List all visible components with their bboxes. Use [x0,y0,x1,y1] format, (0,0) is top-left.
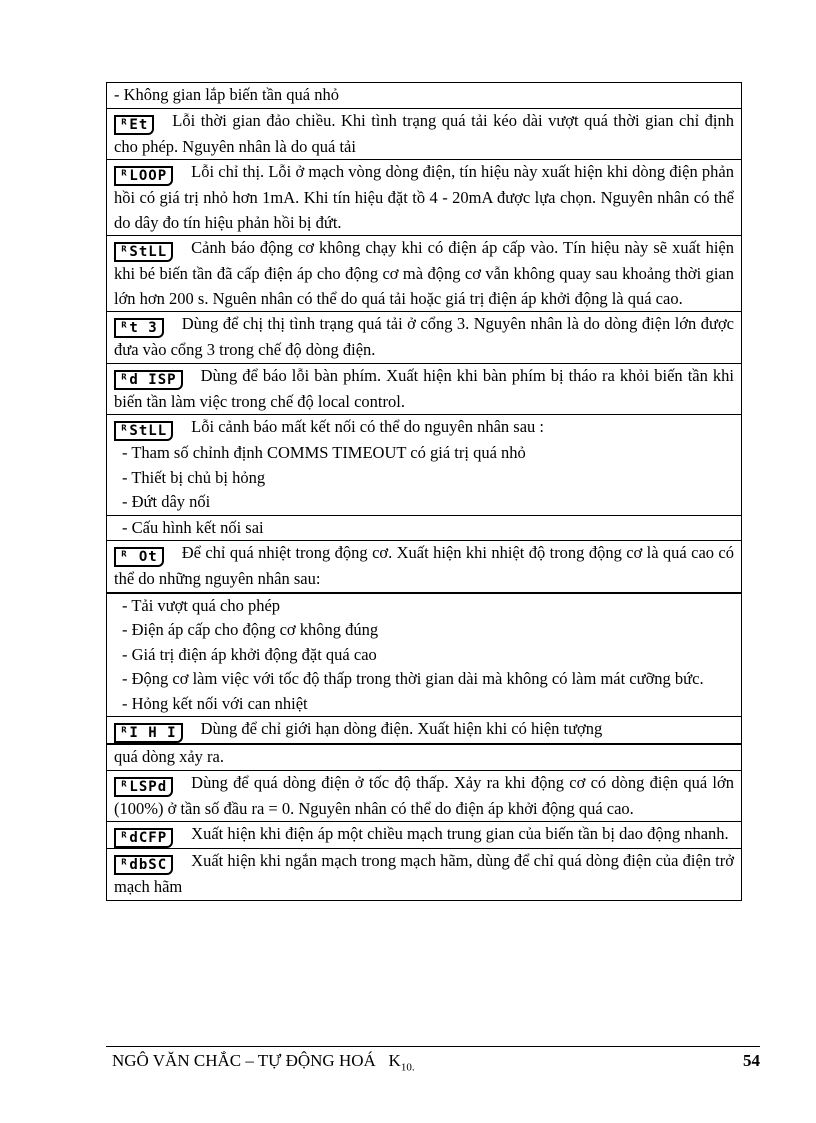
table-row [107,363,741,415]
bullet-item: - Tham số chỉnh định COMMS TIMEOUT có giá trị quá nhỏ [122,443,526,462]
table-row [107,159,741,235]
error-code-display: ᴿStLL [114,421,173,441]
row-text: Cảnh báo động cơ không chạy khi có điện áp cấp vào. Tín hiệu này sẽ xuất hiện khi bé biến tần đã cấp điện áp cho động cơ mà động cơ vẫn không quay sau khoảng thời gian lớn hơn 200 s. Nguên nhân có thể do quá tải hoặc giá trị điện áp khởi động là quá cao. [114,238,734,308]
error-code-display: ᴿEt [114,115,154,135]
row-text: - Cấu hình kết nối sai [122,517,264,537]
row-text: - Không gian lắp biến tần quá nhỏ [114,85,339,104]
footer-class-sub: 10. [400,1061,415,1074]
error-code-display: ᴿLOOP [114,166,173,186]
row-text: Lỗi chỉ thị. Lỗi ở mạch vòng dòng điện, tín hiệu này xuất hiện khi dòng điện phản hồi có giá trị nhỏ hơn 1mA. Khi tín hiệu đặt tồ 4 - 20mA được lựa chọn. Nguyên nhân có thể do dây đo tín hiệu phản hồi bị đứt. [114,162,734,232]
table-row [107,235,741,311]
error-code-display: ᴿt 3 [114,318,164,338]
table-row [107,515,741,541]
bullet-item: - Hỏng kết nối với can nhiệt [122,693,308,713]
page-footer [106,1046,760,1074]
row-text: Dùng để báo lỗi bàn phím. Xuất hiện khi bàn phím bị tháo ra khỏi biến tần khi biến tần làm việc trong chế độ local control. [114,365,734,411]
row-text: Dùng để quá dòng điện ở tốc độ thấp. Xảy ra khi động cơ có dòng điện quá lớn (100%) ở tần số đầu ra = 0. Nguyên nhân có thể do điện áp khởi động quá cao. [114,772,734,818]
footer-author-name: NGÔ VĂN CHẮC – TỰ ĐỘNG HOÁ [112,1051,376,1070]
footer-author [112,1051,415,1073]
bullet-item: - Tải vượt quá cho phép [122,595,281,615]
row-text: Để chỉ quá nhiệt trong động cơ. Xuất hiện khi nhiệt độ trong động cơ là quá cao có thể do những nguyên nhân sau: [114,543,734,588]
row-text: Xuất hiện khi ngắn mạch trong mạch hãm, dùng để chỉ quá dòng điện của điện trở mạch hãm [114,851,734,896]
table-row [107,821,741,848]
row-text: quá dòng xảy ra. [114,747,224,766]
row-text: Lỗi thời gian đảo chiều. Khi tình trạng quá tải kéo dài vượt quá thời gian chỉ định cho phép. Nguyên nhân là do quá tải [114,110,734,156]
table-row [107,311,741,363]
bullet-item: - Động cơ làm việc với tốc độ thấp trong thời gian dài mà không có làm mát cưỡng bức. [122,669,704,688]
table-row [107,414,741,515]
table-row [107,716,741,743]
row-text: Lỗi cảnh báo mất kết nối có thể do nguyên nhân sau : [191,417,544,436]
error-code-display: ᴿdbSC [114,855,173,875]
table-row [107,848,741,900]
error-code-display: ᴿ Ot [114,547,164,567]
table-row [107,83,741,108]
error-code-display: ᴿI H I [114,723,183,743]
table-row [107,540,741,592]
error-code-display: ᴿLSPd [114,777,173,797]
row-text: Dùng để chị thị tình trạng quá tải ở cổng 3. Nguyên nhân là do dòng điện lớn được đưa vào cổng 3 trong chế độ dòng điện. [114,314,734,359]
page-number: 54 [743,1051,760,1070]
table-row [107,108,741,160]
bullet-item: - Đứt dây nối [122,492,211,511]
table-row [107,770,741,822]
error-code-display: ᴿdCFP [114,828,173,848]
bullet-item: - Giá trị điện áp khởi động đặt quá cao [122,644,377,664]
bullet-item: - Điện áp cấp cho động cơ không đúng [122,620,379,639]
table-row [107,592,741,717]
error-code-display: ᴿStLL [114,242,173,262]
bullet-item: - Thiết bị chủ bị hỏng [122,467,266,487]
row-text: Dùng để chỉ giới hạn dòng điện. Xuất hiện khi có hiện tượng [200,719,603,738]
error-code-table [106,82,742,901]
row-text: Xuất hiện khi điện áp một chiều mạch trung gian của biến tần bị dao động nhanh. [191,824,729,843]
error-code-display: ᴿd ISP [114,370,183,390]
table-row [107,743,741,770]
footer-class: K [388,1051,401,1070]
